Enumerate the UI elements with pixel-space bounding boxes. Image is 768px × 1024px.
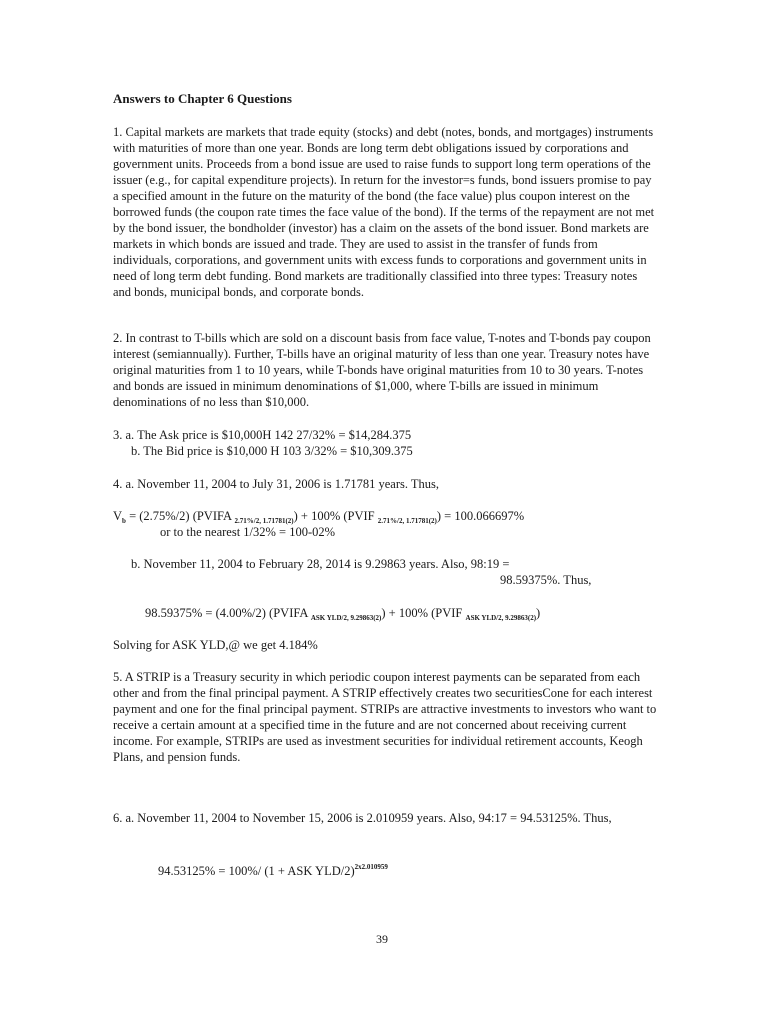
equation-text: 94.53125% = 100%/ (1 + ASK YLD/2) [158, 864, 355, 878]
answer-4b-line: b. November 11, 2004 to February 28, 2014 is 9.29863 years. Also, 98:19 = [131, 557, 510, 571]
equation-superscript: 2x2.010959 [354, 863, 388, 871]
answer-1-paragraph: 1. Capital markets are markets that trade equity (stocks) and debt (notes, bonds, and mortgages) instruments with maturities of more than one year. Bonds are long term debt obligations issued by corporations and government units. Proceeds from a bond issue are used to raise funds to support long term operations of the issuer (e.g., for capital expenditure projects). In return for the investor=s funds, bond issuers promise to pay a specified amount in the future on the maturity of the bond (the face value) plus coupon interest on the borrowed funds (the coupon rate times the face value of the bond). If the terms of the repayment are not met by the bond issuer, the bondholder (investor) has a claim on the assets of the bond issuer. Bond markets are markets in which bonds are issued and trade. They are used to assist in the transfer of funds from individuals, corporations, and government units with excess funds to corporations and government units in need of long term debt funding. Bond markets are traditionally classified into three types: Treasury notes and bonds, municipal bonds, and corporate bonds. [113, 125, 655, 299]
equation-subscript: 2.71%/2, 1.71781(2) [377, 517, 437, 525]
equation-text: ) [536, 606, 541, 620]
equation-subscript: ASK YLD/2, 9.29863(2) [310, 614, 382, 622]
answer-3a-line: 3. a. The Ask price is $10,000H 142 27/32% = $14,284.375 [113, 428, 412, 442]
equation-subscript: 2.71%/2, 1.71781(2) [234, 517, 294, 525]
answer-3b-line: b. The Bid price is $10,000 H 103 3/32% = $10,309.375 [131, 444, 413, 458]
answer-4b-equation [145, 605, 540, 626]
page-number: 39 [376, 932, 388, 946]
equation-subscript: ASK YLD/2, 9.29863(2) [465, 614, 537, 622]
answer-4b-line-continued: 98.59375%. Thus, [500, 573, 592, 587]
equation-text: 98.59375% = (4.00%/2) (PVIFA [145, 606, 311, 620]
equation-text: = (2.75%/2) (PVIFA [125, 509, 235, 523]
page-heading: Answers to Chapter 6 Questions [113, 91, 292, 106]
answer-4a-line: 4. a. November 11, 2004 to July 31, 2006 is 1.71781 years. Thus, [113, 477, 440, 491]
equation-subscript: b [122, 517, 126, 525]
equation-text: ) = 100.066697% [436, 509, 525, 523]
answer-6a-equation [158, 859, 388, 879]
answer-5-paragraph: 5. A STRIP is a Treasury security in which periodic coupon interest payments can be separated from each other and from the final principal payment. A STRIP effectively creates two securitiesCone for each interest payment and one for the final principal payment. STRIPs are attractive investments to investors who want to receive a certain amount at a specified time in the future and are not concerned about receiving current income. For example, STRIPs are used as investment securities for individual retirement accounts, Keogh Plans, and pension funds. [113, 670, 657, 764]
equation-text: V [113, 509, 123, 523]
answer-2-paragraph: 2. In contrast to T-bills which are sold on a discount basis from face value, T-notes and T-bonds pay coupon interest (semiannually). Further, T-bills have an original maturity of less than one year. Treasury notes have original maturities from 1 to 10 years, while T-bonds have original maturities from 10 to 30 years. T-notes and bonds are issued in minimum denominations of $1,000, where T-bills are issued in minimum denominations of no less than $10,000. [113, 331, 651, 409]
answer-4b-solution: Solving for ASK YLD,@ we get 4.184% [113, 638, 318, 652]
equation-text: ) + 100% (PVIF [293, 509, 378, 523]
equation-text: ) + 100% (PVIF [381, 606, 466, 620]
answer-4a-rounding: or to the nearest 1/32% = 100-02% [160, 525, 336, 539]
answer-6a-line: 6. a. November 11, 2004 to November 15, 2006 is 2.010959 years. Also, 94:17 = 94.53125%. Thus, [113, 811, 612, 825]
